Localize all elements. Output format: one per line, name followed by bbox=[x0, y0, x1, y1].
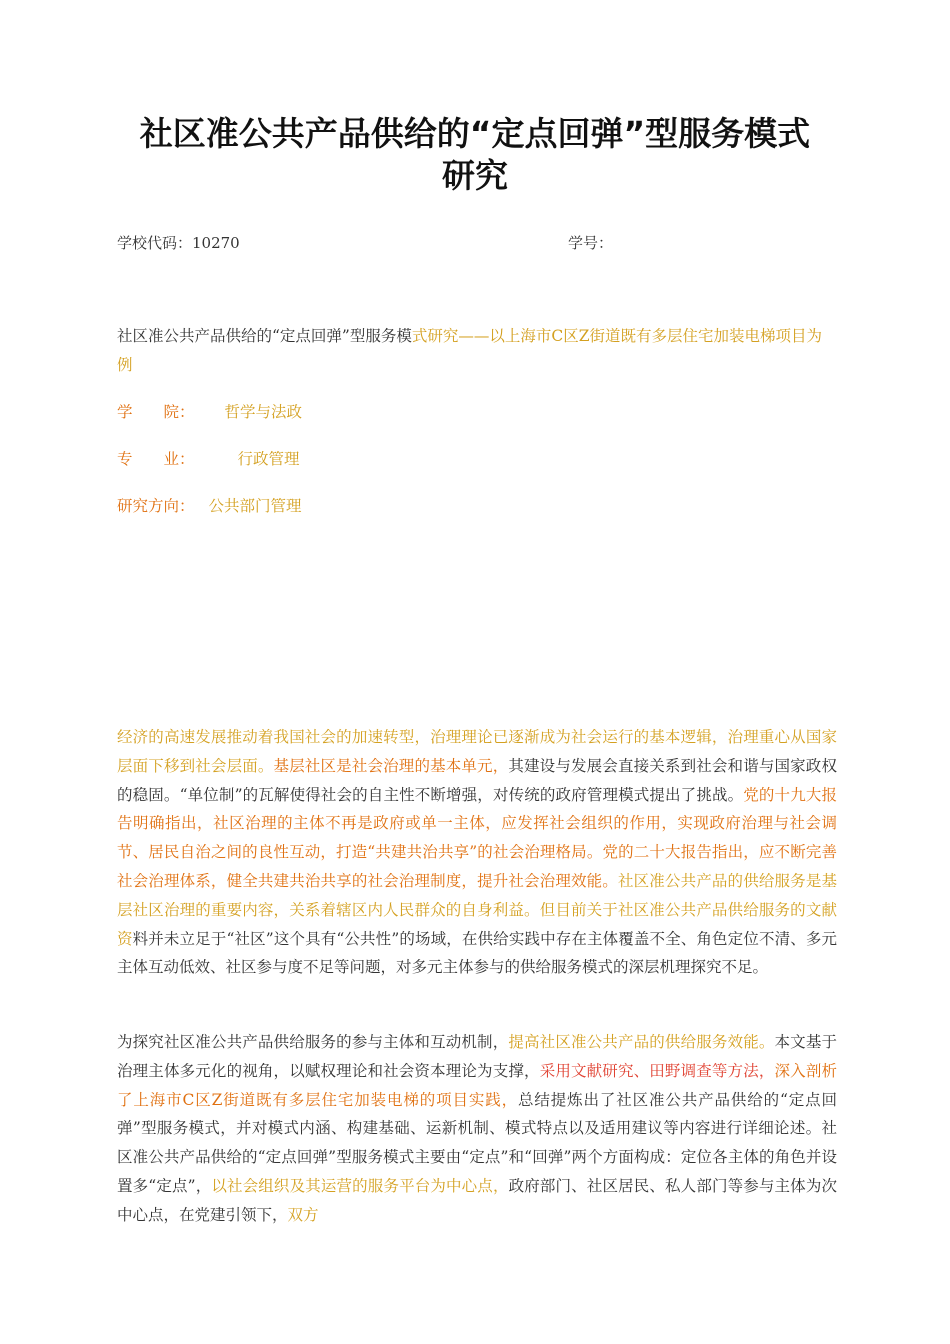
p2-sentence-1: 为探究社区准公共产品供给服务的参与主体和互动机制， bbox=[117, 1033, 509, 1051]
p1-sentence-8: 料并未立足于“社区”这个具有“公共性”的场域，在供给实践中存在主体覆盖不全、角色定位不清、多元主体互动低效、社区参与度不足等问题，对多元主体参与的供给服务模式的深层机理探究不足。 bbox=[117, 929, 837, 977]
major-label: 专 业： bbox=[117, 450, 195, 468]
p2-sentence-5: 深入剖析了上海市C区Z街道既有多层住宅加装电梯的项目实践， bbox=[117, 1061, 837, 1109]
p2-sentence-8: 政府部门、社区居民、私人部门等参与主体为次中心点，在党建引领下， bbox=[117, 1176, 837, 1224]
p2-sentence-6: 总结提炼出了社区准公共产品供给的“定点回弹”型服务模式，并对模式内涵、构建基础、运新机制、模式特点以及适用建议等内容进行详细论述。社区准公共产品供给的“定点回弹”型服务模式主要由“定点”和“回弹”两个方面构成：定位各主体的角色并设置多“定点”， bbox=[117, 1090, 837, 1195]
research-direction-field bbox=[117, 495, 302, 517]
p2-sentence-4: 采用文献研究、田野调查等方法， bbox=[539, 1061, 775, 1080]
research-direction-label: 研究方向： bbox=[117, 497, 195, 515]
p2-sentence-9: 双方 bbox=[287, 1205, 319, 1224]
college-value: 哲学与法政 bbox=[224, 403, 303, 421]
p2-sentence-3: 本文基于治理主体多元化的视角，以赋权理论和社会资本理论为支撑， bbox=[117, 1033, 837, 1080]
student-number: 学号： bbox=[568, 234, 614, 252]
p1-sentence-3: 其建设与发展会直接关系到社会和谐与国家政权的稳固。“单位制”的瓦解使得社会的自主性不断增强，对传统的政府管理模式提出了挑战。 bbox=[117, 756, 837, 804]
subtitle-part-1: 社区准公共产品供给的“定点回弹”型服务模 bbox=[117, 327, 412, 345]
title-line-2: 研究 bbox=[442, 156, 508, 195]
abstract-paragraph-2 bbox=[117, 1028, 837, 1230]
thesis-subtitle bbox=[117, 322, 835, 380]
p1-sentence-4: 党的十九大报告明确指出，社区治理的主体不再是政府或单一主体，应发挥社会组织的作用，实现政府治理与社会调节、居民自治之间的良性互动，打造“共建共治共享”的社会治理格局。 bbox=[117, 785, 837, 862]
research-direction-value: 公共部门管理 bbox=[208, 497, 302, 515]
college-label: 学 院： bbox=[117, 403, 195, 421]
p1-sentence-6: 社区准公共产品的供给服务是基层社区治理的重要内容， bbox=[117, 871, 837, 919]
p1-sentence-2: 基层社区是社会治理的基本单元， bbox=[273, 756, 509, 775]
major-value: 行政管理 bbox=[237, 450, 300, 468]
major-field bbox=[117, 448, 300, 470]
college-field bbox=[117, 401, 302, 423]
p2-sentence-2: 提高社区准公共产品的供给服务效能。 bbox=[508, 1033, 775, 1051]
document-title bbox=[100, 113, 850, 197]
abstract-paragraph-1 bbox=[117, 723, 837, 982]
school-code: 学校代码：10270 bbox=[117, 234, 240, 252]
p1-sentence-1: 经济的高速发展推动着我国社会的加速转型，治理理论已逐渐成为社会运行的基本逻辑，治理重心从国家层面下移到社会层面。 bbox=[117, 728, 837, 775]
title-line-1: 社区准公共产品供给的“定点回弹”型服务模式 bbox=[139, 114, 811, 153]
p2-sentence-7: 以社会组织及其运营的服务平台为中心点， bbox=[211, 1176, 509, 1195]
subtitle-part-2: 式研究——以上海市C区Z街道既有多层住宅加装电梯项目为例 bbox=[117, 327, 822, 374]
p1-sentence-7: 关系着辖区内人民群众的自身利益。但目前关于社区准公共产品供给服务的文献资 bbox=[117, 900, 837, 948]
p1-sentence-5: 党的二十大报告指出，应不断完善社会治理体系，健全共建共治共享的社会治理制度，提升社会治理效能。 bbox=[117, 843, 837, 890]
